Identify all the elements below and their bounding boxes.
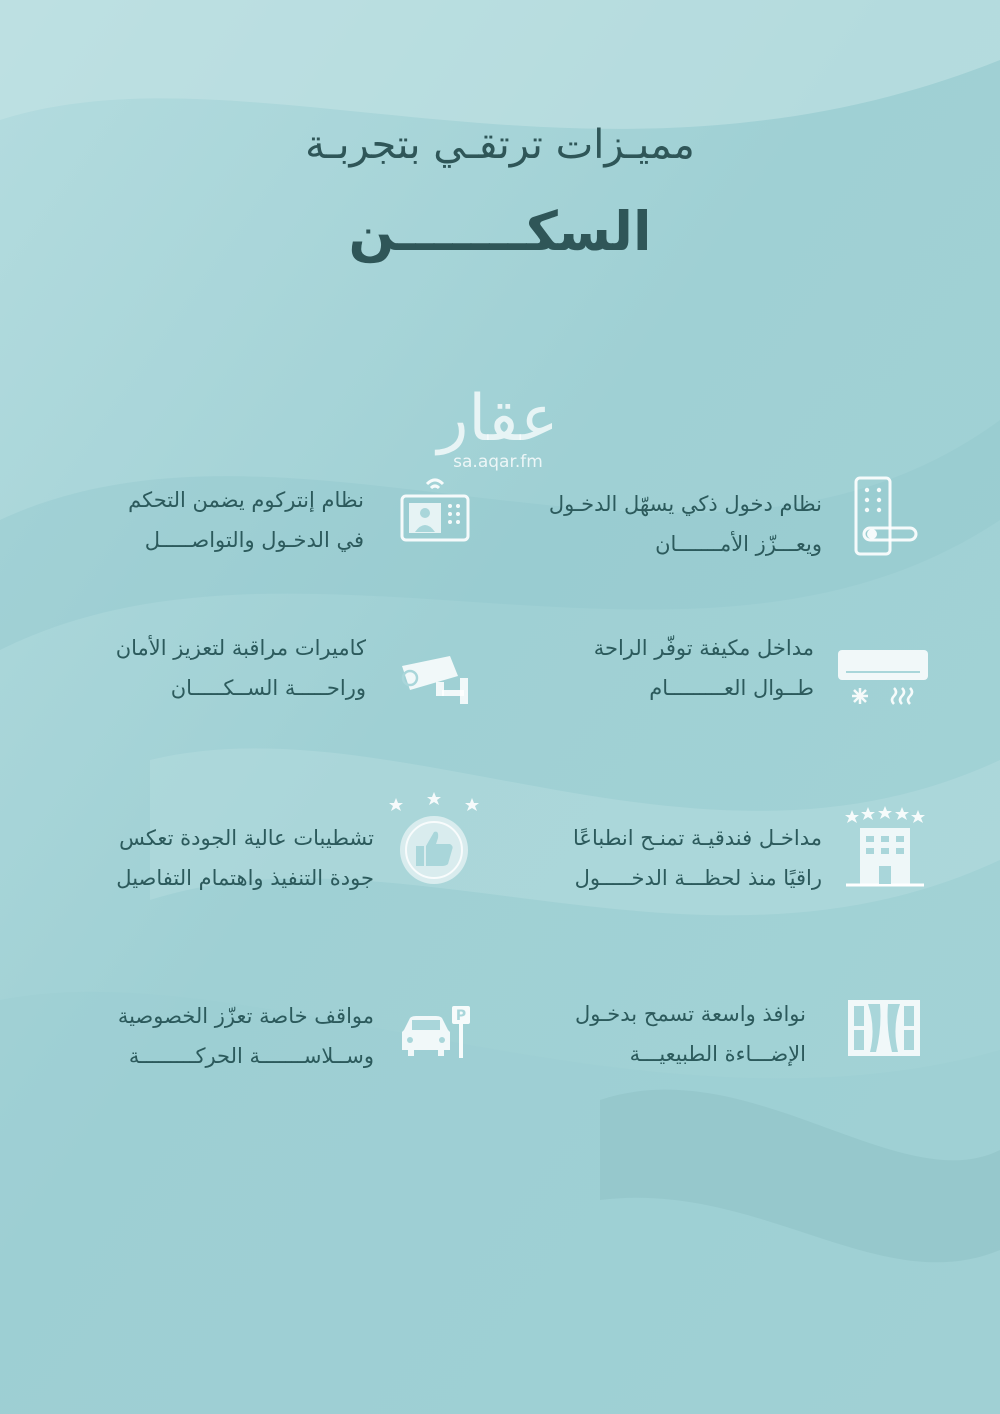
security-camera-icon: [396, 652, 472, 706]
intercom-icon: [400, 474, 470, 544]
hotel-icon: [844, 806, 926, 888]
thumbs-up-icon: [386, 792, 482, 888]
feature-windows: نوافذ واسعة تسمح بدخـول الإضـــاءة الطبيعيـــة: [575, 1002, 806, 1066]
feature-smart-entry: نظام دخول ذكي يسهّل الدخـول ويعـــزّز الأمـــــــان: [548, 492, 822, 556]
feature-finishes: تشطيبات عالية الجودة تعكس جودة التنفيذ واهتمام التفاصيل: [116, 826, 374, 890]
parking-icon: [396, 1004, 474, 1060]
watermark-url: sa.aqar.fm: [453, 452, 543, 472]
feature-intercom: نظام إنتركوم يضمن التحكم في الدخـول والتواصـــــل: [128, 488, 364, 552]
watermark-logo: عقار: [437, 382, 559, 456]
headline-emphasis: السكـــــــن: [348, 200, 652, 263]
headline: مميـزات ترتقـي بتجربـة: [305, 122, 695, 168]
air-conditioner-icon: [836, 648, 930, 712]
feature-air-conditioning: مداخل مكيفة توفّر الراحة طــوال العـــــــــام: [593, 636, 814, 700]
feature-parking: مواقف خاصة تعزّز الخصوصية وســلاســـــــة الحركـــــــــة: [117, 1004, 374, 1068]
svg-text:P: P: [455, 1008, 467, 1024]
window-icon: [846, 998, 922, 1058]
feature-cameras: كاميرات مراقبة لتعزيز الأمان وراحـــــة الســكـــــان: [115, 636, 366, 700]
smart-lock-icon: [852, 476, 918, 556]
feature-hotel-entrances: مداخـل فندقيـة تمنـح انطباعًا راقيًا منذ لحظـــة الدخـــــول: [573, 826, 822, 890]
